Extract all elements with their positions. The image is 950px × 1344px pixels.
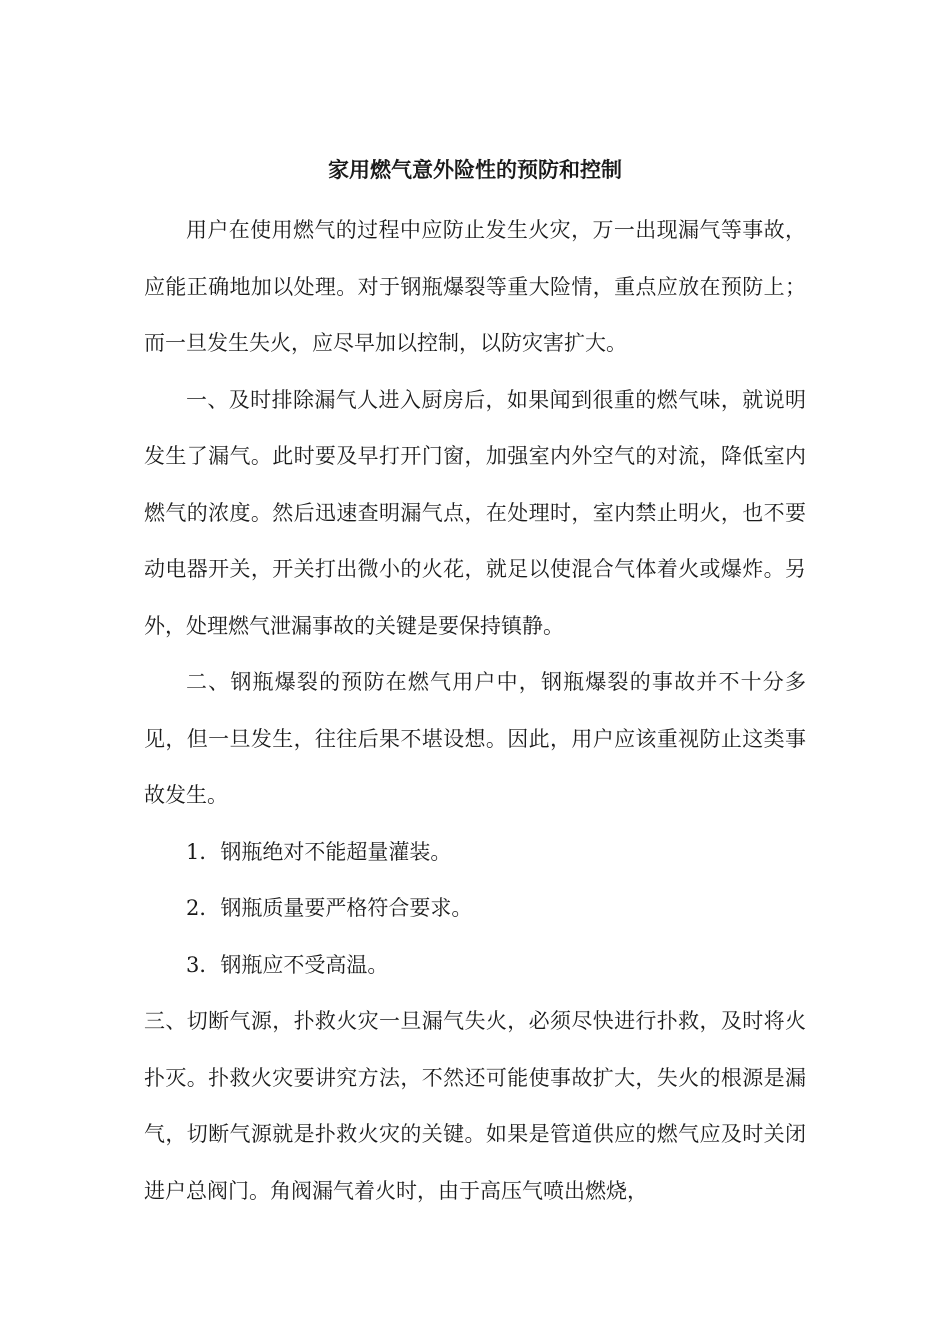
list-item-2: 2．钢瓶质量要严格符合要求。 (186, 896, 473, 920)
paragraph-fire-control: 三、切断气源，扑救火灾一旦漏气失火，必须尽快进行扑救，及时将火扑灭。扑救火灾要讲究方法，不然还可能使事故扩大，失火的根源是漏气，切断气源就是扑救火灾的关键。如果是管道供应的燃气应及时关闭进户总阀门。角阀漏气着火时，由于高压气喷出燃烧， (144, 1009, 806, 1203)
document-title: 家用燃气意外险性的预防和控制 (328, 157, 622, 182)
paragraph-cylinder-prevention: 二、钢瓶爆裂的预防在燃气用户中，钢瓶爆裂的事故并不十分多见，但一旦发生，往往后果不堪设想。因此，用户应该重视防止这类事故发生。 (144, 670, 806, 807)
paragraph-intro: 用户在使用燃气的过程中应防止发生火灾，万一出现漏气等事故，应能正确地加以处理。对于钢瓶爆裂等重大险情，重点应放在预防上；而一旦发生失火，应尽早加以控制，以防灾害扩大。 (144, 218, 806, 355)
paragraph-leak-handling: 一、及时排除漏气人进入厨房后，如果闻到很重的燃气味，就说明发生了漏气。此时要及早打开门窗，加强室内外空气的对流，降低室内燃气的浓度。然后迅速查明漏气点，在处理时，室内禁止明火，也不要动电器开关，开关打出微小的火花，就足以使混合气体着火或爆炸。另外，处理燃气泄漏事故的关键是要保持镇静。 (144, 387, 806, 638)
list-item-3: 3．钢瓶应不受高温。 (186, 952, 389, 977)
list-item-1: 1．钢瓶绝对不能超量灌装。 (186, 839, 452, 864)
document-body (144, 202, 806, 1219)
